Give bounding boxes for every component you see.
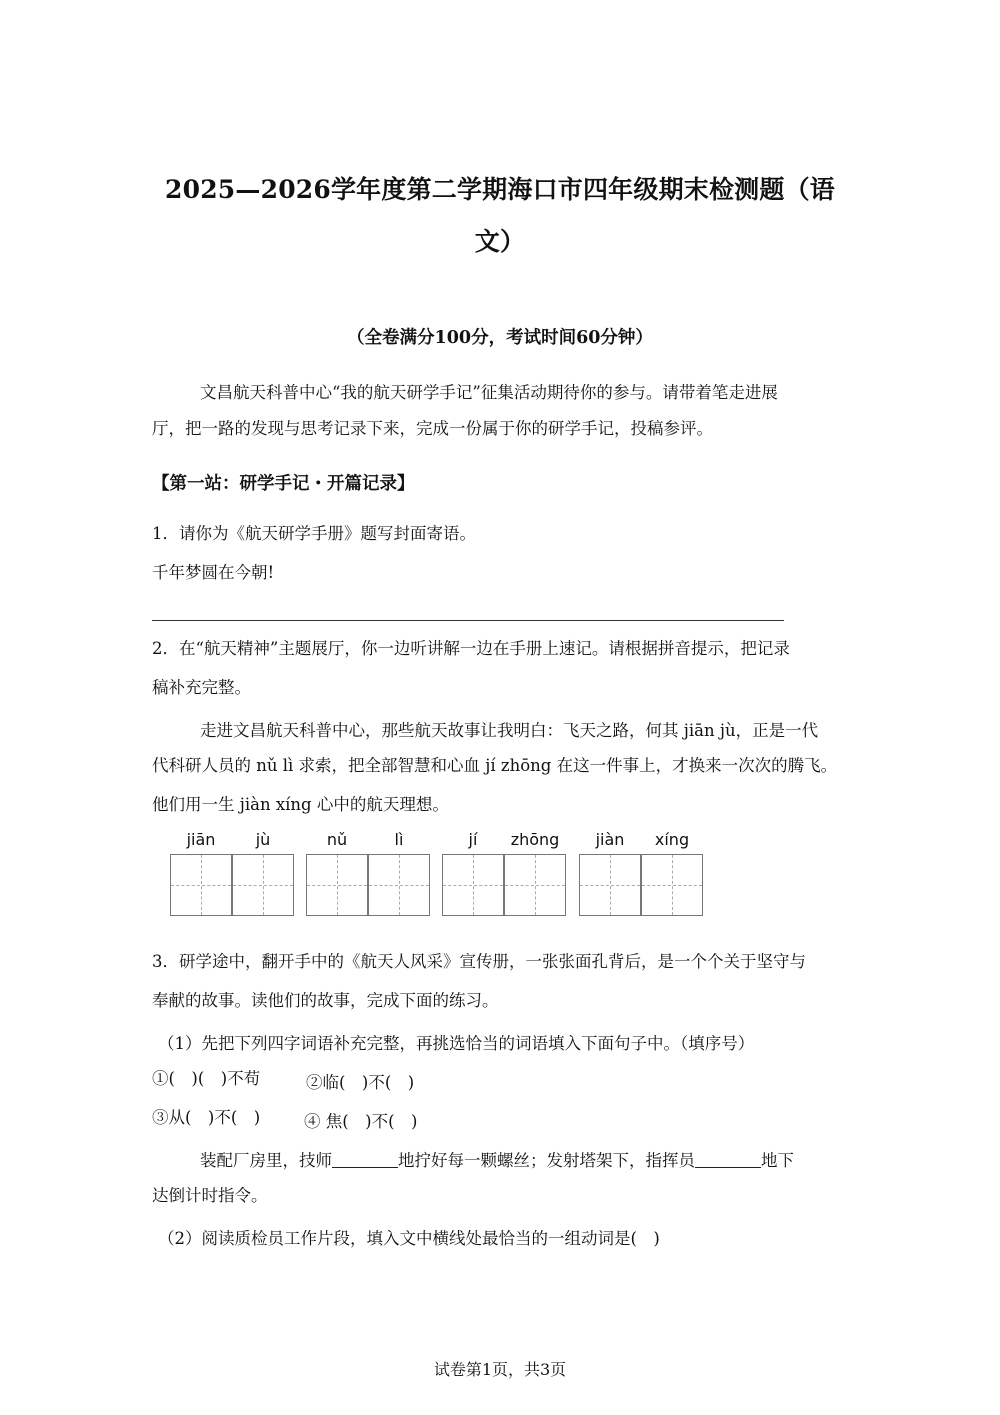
q2-passage-line-3: 他们用一生 jiàn xíng 心中的航天理想。 [152, 795, 449, 814]
q3-prompt-line-1: 3．研学途中，翻开手中的《航天人风采》宣传册，一张张面孔背后，是一个个关于坚守与 [152, 952, 806, 971]
pinyin-label: jiàn [595, 830, 625, 849]
pinyin-label: xíng [654, 830, 690, 849]
q2-prompt-line-1: 2．在“航天精神”主题展厅，你一边听讲解一边在手册上速记。请根据拼音提示，把记录 [152, 639, 790, 658]
fill-blank-2[interactable] [695, 1151, 761, 1168]
writing-cell[interactable] [641, 854, 703, 916]
section-heading: 【第一站：研学手记・开篇记录】 [152, 474, 415, 494]
exam-title-line2: 文） [474, 227, 526, 256]
idiom-4: ④ 焦( )不( ) [304, 1112, 418, 1131]
writing-cell[interactable] [306, 854, 368, 916]
q1-prompt: 1．请你为《航天研学手册》题写封面寄语。 [152, 524, 476, 543]
q1-given-line: 千年梦圆在今朝! [152, 563, 275, 582]
pinyin-label: nǔ [326, 830, 348, 849]
page-footer: 试卷第1页，共3页 [433, 1360, 567, 1379]
sentence-segment: 装配厂房里，技师 [200, 1151, 332, 1170]
exam-title-line1: 2025—2026学年度第二学期海口市四年级期末检测题（语 [165, 175, 835, 204]
writing-cell[interactable] [232, 854, 294, 916]
q3-part-2: （2）阅读质检员工作片段，填入文中横线处最恰当的一组动词是( ) [158, 1229, 660, 1248]
exam-subtitle: （全卷满分100分，考试时间60分钟） [347, 328, 653, 348]
writing-cell[interactable] [368, 854, 430, 916]
q3-prompt-line-2: 奉献的故事。读他们的故事，完成下面的练习。 [152, 991, 499, 1010]
idiom-1: ①( )( )不苟 [152, 1069, 261, 1088]
q3-part-1: （1）先把下列四字词语补充完整，再挑选恰当的词语填入下面句子中。（填序号） [158, 1034, 755, 1053]
writing-cell[interactable] [170, 854, 232, 916]
intro-line-1: 文昌航天科普中心“我的航天研学手记”征集活动期待你的参与。请带着笔走进展 [200, 383, 778, 402]
q2-prompt-line-2: 稿补充完整。 [152, 678, 251, 697]
pinyin-label: zhōng [510, 830, 560, 849]
q3-sentence-line-1 [200, 1147, 794, 1171]
fill-blank-1[interactable] [332, 1151, 398, 1168]
q3-sentence-line-2: 达倒计时指令。 [152, 1186, 268, 1205]
pinyin-label: jí [468, 830, 478, 849]
intro-line-2: 厅，把一路的发现与思考记录下来，完成一份属于你的研学手记，投稿参评。 [152, 419, 713, 438]
pinyin-label: jiān [186, 830, 216, 849]
sentence-segment: 地下 [761, 1151, 794, 1170]
pinyin-label: jù [255, 830, 271, 849]
writing-cell[interactable] [579, 854, 641, 916]
sentence-segment: 地拧好每一颗螺丝；发射塔架下，指挥员 [398, 1151, 695, 1170]
q1-answer-line[interactable] [152, 620, 784, 621]
idiom-3: ③从( )不( ) [152, 1108, 261, 1127]
q2-passage-line-1: 走进文昌航天科普中心，那些航天故事让我明白：飞天之路，何其 jiān jù，正是一代 [200, 721, 819, 740]
q2-passage-line-2: 代科研人员的 nǔ lì 求索，把全部智慧和心血 jí zhōng 在这一件事上，才换来一次次的腾飞。 [152, 756, 838, 775]
writing-cell[interactable] [442, 854, 504, 916]
writing-cell[interactable] [504, 854, 566, 916]
idiom-2: ②临( )不( ) [306, 1073, 415, 1092]
pinyin-label: lì [394, 830, 404, 849]
